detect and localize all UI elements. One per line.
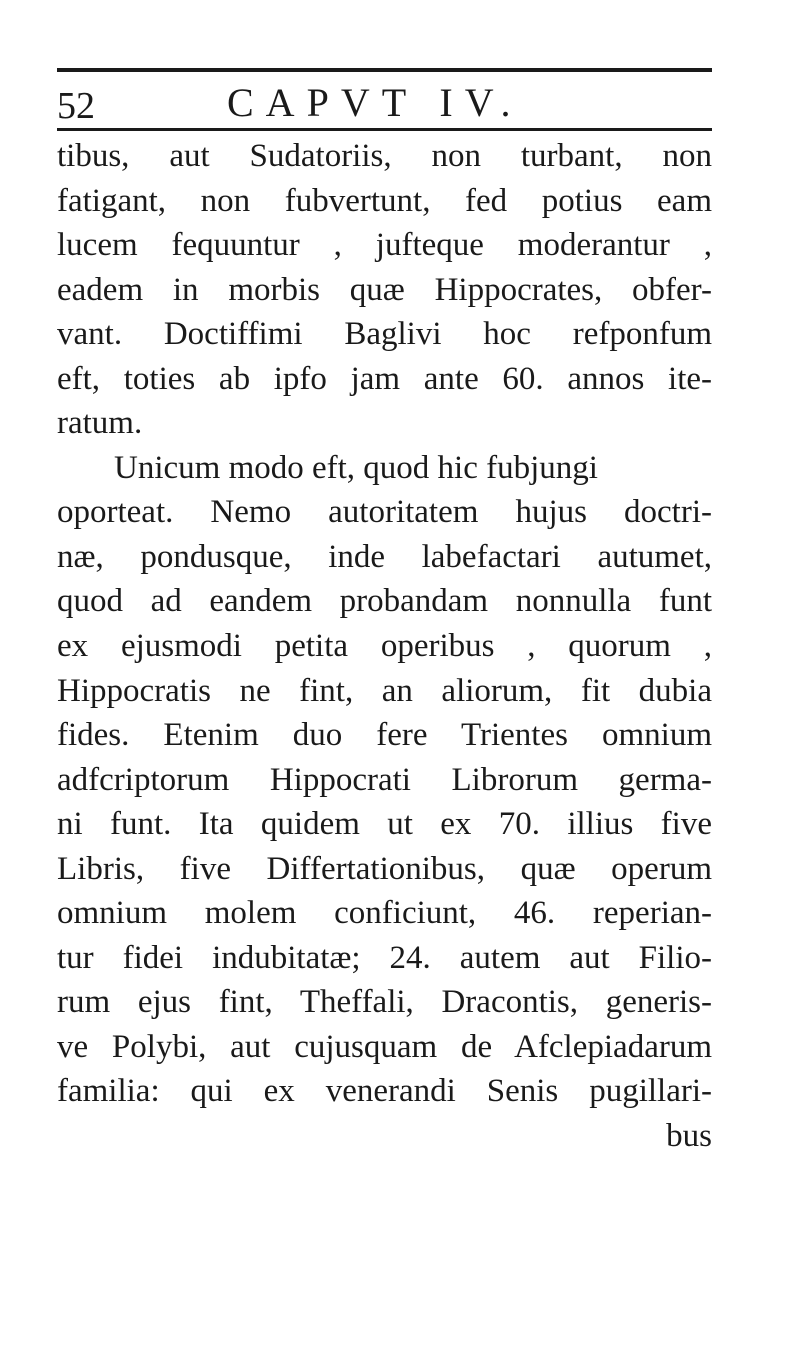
text-line: næ, pondusque, inde labefactari autumet, [57,538,712,575]
text-line: ni funt. Ita quidem ut ex 70. illius five [57,806,712,843]
text-line: omnium molem conficiunt, 46. reperian- [57,895,712,932]
text-line: Libris, five Differtationibus, quæ operum [57,850,712,887]
text-line: tibus, aut Sudatoriis, non turbant, non [57,138,712,174]
text-line: ex ejusmodi petita operibus , quorum , [57,628,712,665]
catchword: bus [666,1118,712,1155]
page-header [57,74,712,126]
page-number: 52 [57,85,95,127]
text-line: familia: qui ex venerandi Senis pugillari- [57,1073,712,1110]
text-line: adfcriptorum Hippocrati Librorum germa- [57,761,712,798]
text-line: lucem fequuntur , jufteque moderantur , [57,227,712,264]
header-bottom-rule [57,128,712,131]
text-line: oporteat. Nemo autoritatem hujus doctri- [57,494,712,531]
text-line: eadem in morbis quæ Hippocrates, obfer- [57,271,712,308]
text-line: Hippocratis ne fint, an aliorum, fit dubia [57,672,712,709]
header-top-rule [57,68,712,72]
text-line: eft, toties ab ipfo jam ante 60. annos ite- [57,360,712,397]
text-line: Unicum modo eft, quod hic fubjungi [114,449,598,486]
text-line: fides. Etenim duo fere Trientes omnium [57,717,712,754]
text-line: ve Polybi, aut cujusquam de Afclepiadarum [57,1028,712,1065]
text-line: quod ad eandem probandam nonnulla funt [57,583,712,620]
running-head: CAPVT IV. [227,80,523,125]
text-line: vant. Doctiffimi Baglivi hoc refponfum [57,316,712,353]
text-line: fatigant, non fubvertunt, fed potius eam [57,182,712,219]
text-line: tur fidei indubitatæ; 24. autem aut Filio- [57,939,712,976]
body-text [57,134,712,1159]
text-line: ratum. [57,405,143,442]
text-line: rum ejus fint, Theffali, Dracontis, generis- [57,984,712,1021]
